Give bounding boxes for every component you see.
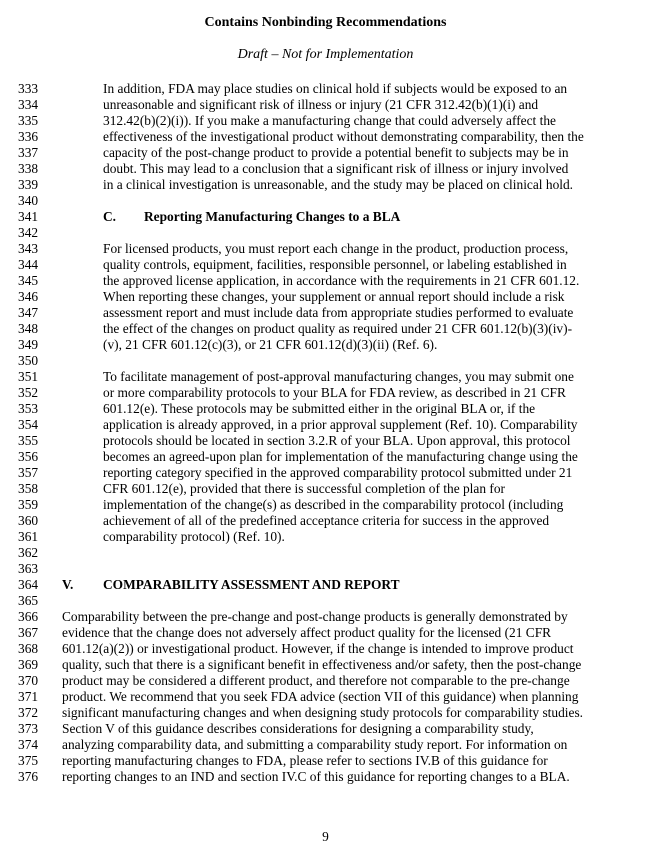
line-number: 346 (18, 289, 39, 304)
line-text: achievement of all of the predefined acceptance criteria for success in the approved (103, 513, 550, 528)
line-number: 376 (18, 769, 39, 784)
line-text: or more comparability protocols to your BLA for FDA review, as described in 21 CFR (103, 385, 566, 400)
line-text: doubt. This may lead to a conclusion that a significant risk of illness or injury involved (103, 161, 569, 176)
line-text: effectiveness of the investigational product without demonstrating comparability, then the (103, 129, 584, 144)
line-text: To facilitate management of post-approval manufacturing changes, you may submit one (103, 369, 574, 384)
line-number: 340 (18, 193, 39, 208)
line-text: product. We recommend that you seek FDA advice (section VII of this guidance) when planning (62, 689, 579, 704)
line-number: 353 (18, 401, 39, 416)
section-heading: COMPARABILITY ASSESSMENT AND REPORT (103, 577, 400, 592)
line-text: When reporting these changes, your supplement or annual report should include a risk (103, 289, 565, 304)
line-number: 341 (18, 209, 39, 224)
line-number: 360 (18, 513, 39, 528)
line-number: 374 (18, 737, 39, 752)
line-number: 363 (18, 561, 39, 576)
line-number: 368 (18, 641, 39, 656)
line-text: the approved license application, in accordance with the requirements in 21 CFR 601.12. (103, 273, 580, 288)
line-number: 338 (18, 161, 39, 176)
line-number: 367 (18, 625, 39, 640)
line-number: 344 (18, 257, 39, 272)
line-number: 334 (18, 97, 39, 112)
line-number: 335 (18, 113, 39, 128)
line-number: 361 (18, 529, 39, 544)
line-number: 351 (18, 369, 39, 384)
section-heading: Reporting Manufacturing Changes to a BLA (144, 209, 401, 224)
line-text: For licensed products, you must report each change in the product, production process, (103, 241, 569, 256)
line-number: 345 (18, 273, 39, 288)
line-number: 358 (18, 481, 39, 496)
line-text: the effect of the changes on product quality as required under 21 CFR 601.12(b)(3)(iv)- (103, 321, 573, 336)
line-number: 337 (18, 145, 39, 160)
line-number: 355 (18, 433, 39, 448)
line-text: quality, such that there is a significant benefit in effectiveness and/or safety, then the post-change (62, 657, 582, 672)
page-header-subtitle: Draft – Not for Implementation (237, 47, 414, 62)
line-number: 366 (18, 609, 39, 624)
line-text: implementation of the change(s) as described in the comparability protocol (including (103, 497, 564, 512)
page-header-title: Contains Nonbinding Recommendations (204, 15, 447, 30)
line-text: becomes an agreed-upon plan for implementation of the manufacturing change using the (103, 449, 578, 464)
line-text: application is already approved, in a prior approval supplement (Ref. 10). Comparability (103, 417, 578, 432)
page-number: 9 (322, 829, 329, 844)
line-text: CFR 601.12(e), provided that there is successful completion of the plan for (103, 481, 506, 496)
line-number: 359 (18, 497, 39, 512)
line-number: 354 (18, 417, 39, 432)
line-number: 349 (18, 337, 39, 352)
line-text: Section V of this guidance describes considerations for designing a comparability study, (62, 721, 534, 736)
line-number: 365 (18, 593, 39, 608)
line-text: evidence that the change does not adversely affect product quality for the licensed (21 CFR (62, 625, 552, 640)
line-text: protocols should be located in section 3.2.R of your BLA. Upon approval, this protocol (103, 433, 571, 448)
line-text: comparability protocol) (Ref. 10). (103, 529, 285, 544)
line-text: analyzing comparability data, and submitting a comparability study report. For information on (62, 737, 568, 752)
line-text: significant manufacturing changes and when designing study protocols for comparability studies. (62, 705, 583, 720)
line-text: 601.12(e). These protocols may be submitted either in the original BLA or, if the (103, 401, 536, 416)
line-number: 339 (18, 177, 39, 192)
line-number: 347 (18, 305, 39, 320)
line-number: 356 (18, 449, 39, 464)
line-number: 362 (18, 545, 39, 560)
line-number: 333 (18, 81, 39, 96)
line-number: 373 (18, 721, 39, 736)
line-text: 312.42(b)(2)(i)). If you make a manufacturing change that could adversely affect the (103, 113, 556, 128)
section-label: C. (103, 209, 117, 224)
line-number: 370 (18, 673, 39, 688)
line-text: In addition, FDA may place studies on clinical hold if subjects would be exposed to an (103, 81, 568, 96)
line-text: reporting changes to an IND and section IV.C of this guidance for reporting changes to a BLA. (62, 769, 570, 784)
line-number: 371 (18, 689, 39, 704)
line-text: capacity of the post-change product to provide a potential benefit to subjects may be in (103, 145, 569, 160)
line-number: 375 (18, 753, 39, 768)
line-number: 369 (18, 657, 39, 672)
line-number: 343 (18, 241, 39, 256)
line-text: quality controls, equipment, facilities, responsible personnel, or labeling established in (103, 257, 567, 272)
line-text: Comparability between the pre-change and post-change products is generally demonstrated by (62, 609, 568, 624)
line-number: 352 (18, 385, 39, 400)
line-text: unreasonable and significant risk of illness or injury (21 CFR 312.42(b)(1)(i) and (103, 97, 539, 112)
line-text: reporting manufacturing changes to FDA, please refer to sections IV.B of this guidance for (62, 753, 548, 768)
line-number: 372 (18, 705, 39, 720)
line-number: 336 (18, 129, 39, 144)
line-number: 364 (18, 577, 39, 592)
line-text: reporting category specified in the approved comparability protocol submitted under 21 (103, 465, 573, 480)
section-label: V. (62, 577, 74, 592)
line-text: assessment report and must include data from appropriate studies performed to evaluate (103, 305, 574, 320)
line-number: 348 (18, 321, 39, 336)
line-number: 350 (18, 353, 39, 368)
line-number: 357 (18, 465, 39, 480)
line-text: (v), 21 CFR 601.12(c)(3), or 21 CFR 601.12(d)(3)(ii) (Ref. 6). (103, 337, 438, 352)
line-text: 601.12(a)(2)) or investigational product. However, if the change is intended to improve product (62, 641, 574, 656)
line-text: in a clinical investigation is unreasonable, and the study may be placed on clinical hold. (103, 177, 574, 192)
line-text: product may be considered a different product, and therefore not comparable to the pre-change (62, 673, 570, 688)
line-number: 342 (18, 225, 39, 240)
